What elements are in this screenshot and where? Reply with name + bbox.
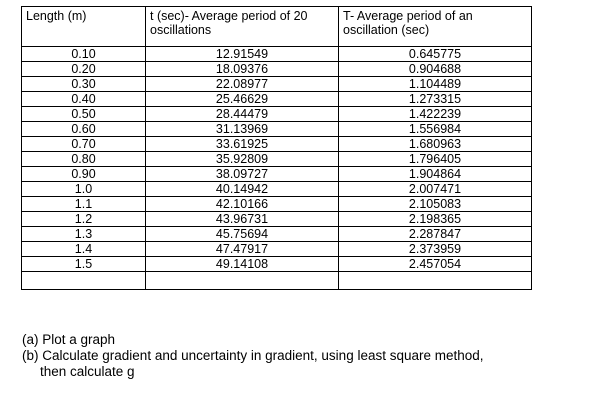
cell-t-20: 40.14942 (146, 182, 339, 197)
cell-length (22, 272, 146, 290)
cell-length: 1.5 (22, 257, 146, 272)
cell-length: 1.0 (22, 182, 146, 197)
cell-t-20: 31.13969 (146, 122, 339, 137)
cell-T-avg: 0.645775 (339, 47, 532, 62)
cell-T-avg: 0.904688 (339, 62, 532, 77)
table-row (22, 272, 532, 290)
table-row (22, 137, 532, 152)
questions-block (22, 332, 484, 380)
cell-T-avg (339, 272, 532, 290)
cell-length: 0.20 (22, 62, 146, 77)
table-row (22, 107, 532, 122)
cell-T-avg: 2.373959 (339, 242, 532, 257)
table-row (22, 62, 532, 77)
table-row (22, 197, 532, 212)
table-header-row (22, 7, 532, 47)
header-length: Length (m) (22, 7, 146, 47)
table-row (22, 152, 532, 167)
cell-T-avg: 1.556984 (339, 122, 532, 137)
table-row (22, 77, 532, 92)
cell-length: 1.1 (22, 197, 146, 212)
cell-t-20: 35.92809 (146, 152, 339, 167)
cell-t-20 (146, 272, 339, 290)
cell-t-20: 12.91549 (146, 47, 339, 62)
table-row (22, 227, 532, 242)
cell-t-20: 47.47917 (146, 242, 339, 257)
question-a: (a) Plot a graph (22, 332, 116, 347)
table-row (22, 122, 532, 137)
cell-length: 1.4 (22, 242, 146, 257)
cell-T-avg: 1.422239 (339, 107, 532, 122)
cell-T-avg: 2.198365 (339, 212, 532, 227)
cell-T-avg: 1.273315 (339, 92, 532, 107)
cell-t-20: 42.10166 (146, 197, 339, 212)
header-t-sec: t (sec)- Average period of 20 oscillations (146, 7, 339, 47)
cell-T-avg: 2.105083 (339, 197, 532, 212)
cell-t-20: 18.09376 (146, 62, 339, 77)
cell-length: 0.90 (22, 167, 146, 182)
cell-length: 0.10 (22, 47, 146, 62)
cell-length: 1.3 (22, 227, 146, 242)
data-table (21, 6, 532, 290)
cell-length: 0.50 (22, 107, 146, 122)
table-row (22, 182, 532, 197)
cell-T-avg: 1.680963 (339, 137, 532, 152)
cell-T-avg: 2.007471 (339, 182, 532, 197)
cell-T-avg: 1.904864 (339, 167, 532, 182)
cell-length: 0.60 (22, 122, 146, 137)
cell-t-20: 38.09727 (146, 167, 339, 182)
table-row (22, 92, 532, 107)
cell-t-20: 33.61925 (146, 137, 339, 152)
cell-t-20: 45.75694 (146, 227, 339, 242)
cell-t-20: 49.14108 (146, 257, 339, 272)
cell-length: 0.80 (22, 152, 146, 167)
cell-T-avg: 2.287847 (339, 227, 532, 242)
cell-t-20: 22.08977 (146, 77, 339, 92)
table-row (22, 47, 532, 62)
cell-t-20: 25.46629 (146, 92, 339, 107)
cell-length: 0.40 (22, 92, 146, 107)
question-b-continued: then calculate g (40, 364, 135, 379)
cell-length: 1.2 (22, 212, 146, 227)
cell-length: 0.30 (22, 77, 146, 92)
cell-t-20: 28.44479 (146, 107, 339, 122)
cell-t-20: 43.96731 (146, 212, 339, 227)
cell-T-avg: 2.457054 (339, 257, 532, 272)
cell-T-avg: 1.104489 (339, 77, 532, 92)
question-b: (b) Calculate gradient and uncertainty in gradient, using least square method, (22, 348, 484, 363)
table-row (22, 167, 532, 182)
cell-T-avg: 1.796405 (339, 152, 532, 167)
header-T-avg: T- Average period of an oscillation (sec) (339, 7, 532, 47)
table-row (22, 257, 532, 272)
table-row (22, 242, 532, 257)
table-row (22, 212, 532, 227)
cell-length: 0.70 (22, 137, 146, 152)
